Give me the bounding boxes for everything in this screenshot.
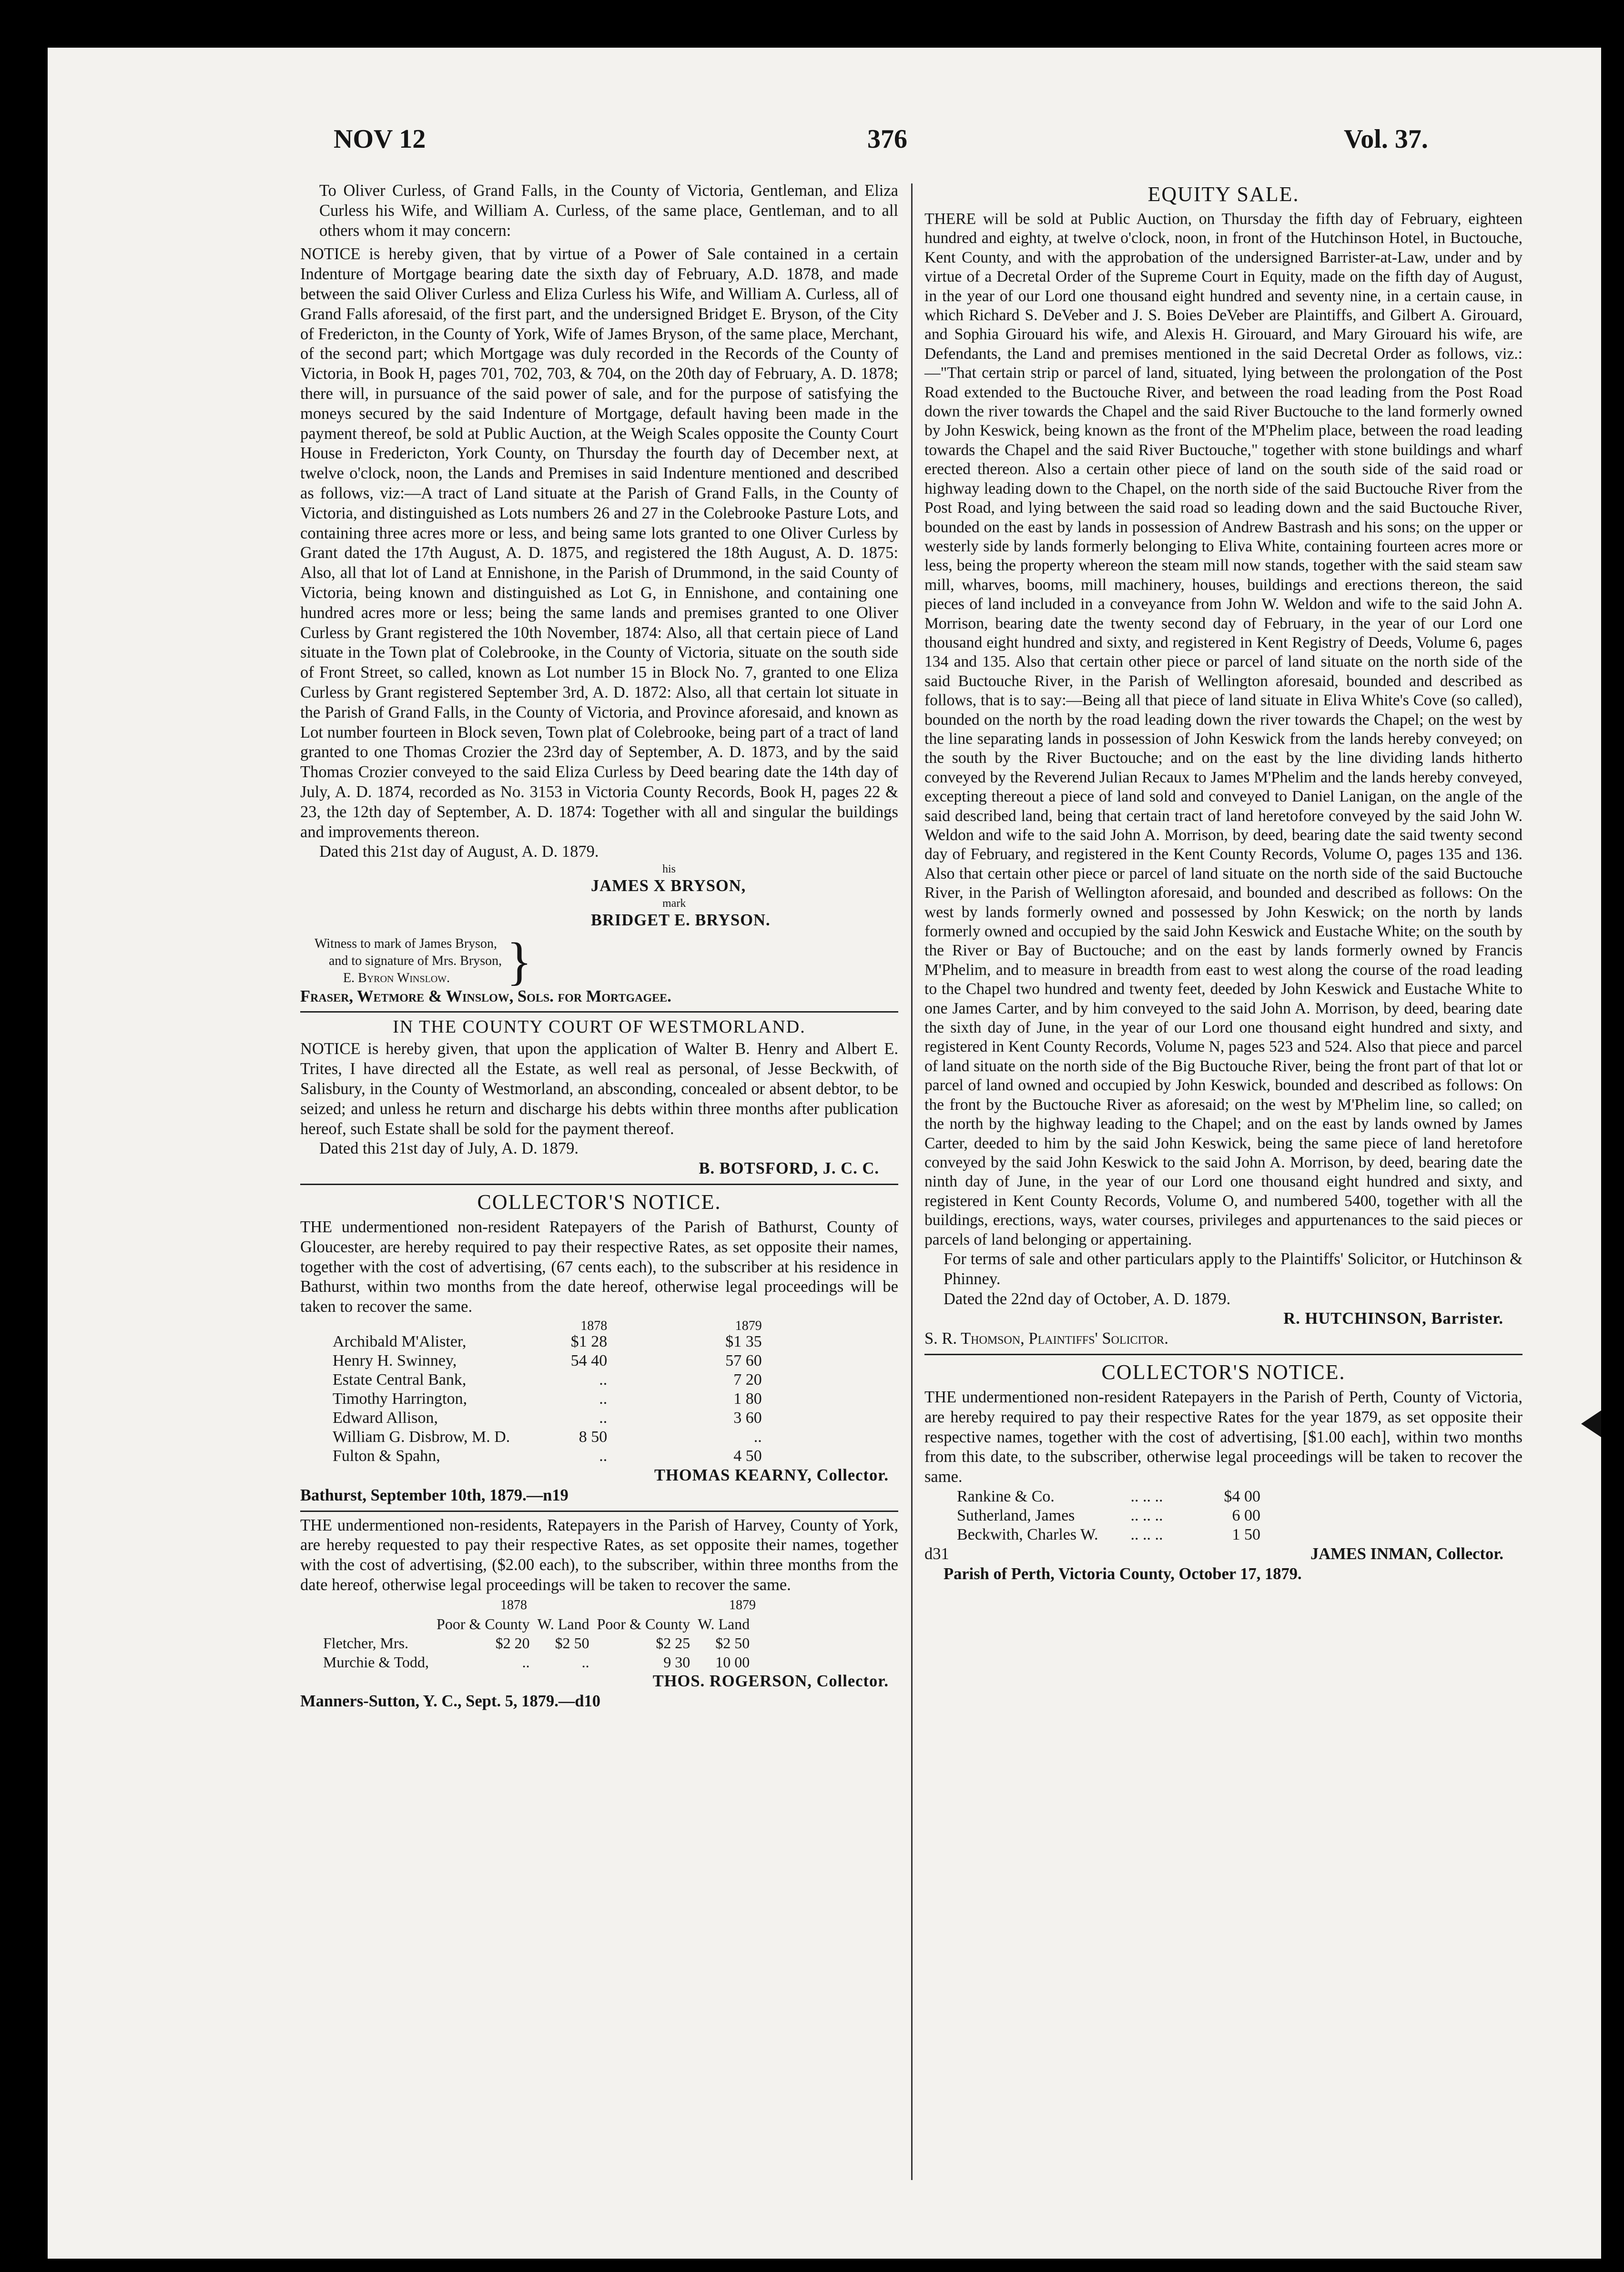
- collector-notice-bathurst: [300, 1189, 898, 1506]
- table-cell-y1878: ..: [599, 1371, 608, 1389]
- header-poor-county-1: Poor & County: [436, 1615, 530, 1633]
- county-court-notice: [300, 1016, 898, 1179]
- table-cell-b: $2 50: [555, 1634, 589, 1652]
- mortgage-sale-notice: [300, 181, 898, 1006]
- section-divider: [300, 1511, 898, 1512]
- table-cell-name: Rankine & Co.: [957, 1487, 1055, 1505]
- harvey-signer: THOS. ROGERSON, Collector.: [652, 1672, 889, 1690]
- table-cell-y1879: ..: [753, 1428, 762, 1446]
- signer-james-bryson: JAMES X BRYSON,: [591, 877, 746, 895]
- col-1879: 1879: [735, 1319, 762, 1334]
- table-row: [953, 1506, 1264, 1525]
- table-cell-y1879: $1 35: [725, 1333, 762, 1351]
- table-cell-y1879: 1 80: [733, 1390, 762, 1408]
- table-cell-a: $2 20: [495, 1634, 530, 1652]
- harvey-year-1879: 1879: [729, 1597, 756, 1613]
- right-column: [924, 181, 1522, 1584]
- table-cell-c: $2 25: [656, 1634, 690, 1652]
- header-wland-1: W. Land: [537, 1615, 589, 1633]
- table-cell-name: Henry H. Swinney,: [333, 1352, 457, 1370]
- table-cell-b: ..: [581, 1653, 589, 1671]
- equity-body: THERE will be sold at Public Auction, on Thursday the fifth day of February, eighteen hundred and eighty, at twelve o'clock, noon, in front of the Hutchinson Hotel, in Buctouche, Kent County, and with the approbation of the undersigned Barrister-at-Law, under and by virtue of a Decretal Order of the Supreme Court in Equity, made on the fifth day of August, in the year of our Lord one thousand eight hundred and seventy nine, in a certain cause, in which Richard S. DeVeber and J. S. Boies DeVeber are Plaintiffs, and Gilbert A. Girouard, and Sophia Girouard his wife, and Alexis H. Girouard, and Mary Girouard his wife, are Defendants, the Land and premises mentioned in the said Decretal Order as follows, viz.:—"That certain strip or parcel of land, situated, lying between the prolongation of the Post Road extended to the Buctouche River, and between the road leading from the Post Road down the river towards the Chapel and the said River Buctouche to the land formerly owned by John Keswick, being known as the front of the M'Phelim place, between the road leading towards the Chapel and the said River Buctouche," together with stone buildings and wharf erected thereon. Also a certain other piece of land on the south side of the said road or highway leading down to the Chapel, on the north side of the said Buctouche River from the Post Road, and lying between the said road so leading down and the said Buctouche River, bounded on the east by lands in possession of Andrew Bastrash and his sons; on the upper or westerly side by lands formerly belonging to Eliva White, containing fourteen acres more or less, being the property whereon the steam mill now stands, together with the said steam saw mill, wharves, booms, mill machinery, houses, buildings and erections thereon, the said pieces of land included in a conveyance from John W. Weldon and wife to the said John A. Morrison, bearing date the twenty second day of February, in the year of our Lord one thousand eight hundred and sixty, and registered in Kent Registry of Deeds, Volume 6, pages 134 and 135. Also that certain other piece or parcel of land situate on the north side of the said Buctouche River, in the Parish of Wellington aforesaid, bounded and described as follows, that is to say:—Being all that piece of land situate in Eliva White's Cove (so called), bounded on the north by the road leading down the river towards the Chapel; on the west by the line separating lands in possession of John Keswick from the lands hereby conveyed; on the south by the River Buctouche; and on the east by the line dividing lands hitherto conveyed by the Reverend Julian Recaux to James M'Phelim and the lands hereby conveyed, excepting thereout a piece of land sold and conveyed to Daniel Lanigan, on the angle of the said described land, being that certain tract of land heretofore conveyed by the said John W. Weldon and wife to the said John A. Morrison, by deed, bearing date the said twenty second day of February, and registered in the Kent County Records, Volume O, pages 135 and 136. Also that certain other piece or parcel of land situate on the north side of the said Buctouche River, in the Parish of Wellington aforesaid, and bounded and described as follows: On the west by lands formerly owned and possessed by John Keswick; on the north by lands formerly owned and occupied by the said John Keswick and Eustache White; on the south by the River or Bay of Buctouche; and on the east by lands formerly owned by Francis M'Phelim, and to measure in breadth from east to west along the course of the road leading to the Chapel two hundred and twenty feet, deeded by John Keswick and Eustache White to one James Carter, and by him conveyed to the said John A. Morrison, by deed, bearing date the sixth day of June, in the year of our Lord one thousand eight hundred and sixty, and registered in Kent County Records, Volume N, pages 523 and 524. Also that piece and parcel of land situate on the north side of the Big Buctouche River, being the front part of that lot or parcel of land owned and occupied by John Keswick, bounded and described as follows: On the front by the Buctouche River as aforesaid; on the west by M'Phelim line, so called; on the north by the highway leading to the Chapel; and on the east by lands owned by James Carter, deeded to him by the said John Keswick, being the same piece of land heretofore conveyed by the said John Keswick to the said John A. Morrison, by deed, bearing date the ninth day of June, in the year of our Lord one thousand eight hundred and sixty, and registered in Kent County Records, Volume O, and numbered 5400, together with all the buildings, erections, ways, water courses, privileges and appurtenances to the said pieces or parcels of land belonging or appertaining.: [924, 210, 1522, 1248]
- notice-body: NOTICE is hereby given, that by virtue of a Power of Sale contained in a certain Indenture of Mortgage bearing date the sixth day of February, A.D. 1878, and made between the said Oliver Curless and Eliza Curless his Wife, and William A. Curless, all of Grand Falls aforesaid, of the first part, and the undersigned Bridget E. Bryson, of the City of Fredericton, in the County of York, Wife of James Bryson, of the same place, Merchant, of the second part; which Mortgage was duly recorded in the Records of the County of Victoria, in Book H, pages 701, 702, 703, & 704, on the 20th day of February, A. D. 1878; there will, in pursuance of the said power of sale, and for the purpose of satisfying the moneys secured by the said Indenture of Mortgage, default having been made in the payment thereof, be sold at Public Auction, at the Weigh Scales opposite the County Court House in Fredericton, York County, on Thursday the fourth day of December next, at twelve o'clock, noon, the Lands and Premises in said Indenture mentioned and described as follows, viz:—A tract of Land situate at the Parish of Grand Falls, in the County of Victoria, and distinguished as Lots numbers 26 and 27 in the Colebrooke Pasture Lots, and containing three acres more or less, and being same lots granted to one Oliver Curless by Grant dated the 17th August, A. D. 1875, and registered the 18th August, A. D. 1875: Also, all that lot of Land at Ennishone, in the Parish of Drummond, in the said County of Victoria, being known and distinguished as Lot G, in Ennishone, and containing one hundred acres more or less; being the same lands and premises granted to one Oliver Curless by Grant registered the 10th November, 1874: Also, all that certain piece of Land situate in the Town plat of Colebrooke, in the County of Victoria, situate on the south side of Front Street, so called, known as Lot number 15 in Block No. 7, granted to one Eliza Curless by Grant registered September 3rd, A. D. 1872: Also, all that certain lot situate in the Parish of Grand Falls, in the County of Victoria, and Province aforesaid, and known as Lot number fourteen in Block seven, Town plat of Colebrooke, being part of a tract of land granted to one Thomas Crozier the 23rd day of September, A. D. 1873, and by the said Thomas Crozier conveyed to the said Eliza Curless by Deed bearing date the 14th day of July, A. D. 1874, recorded as No. 3153 in Victoria County Records, Book H, pages 22 & 23, the 12th day of September, A. D. 1874: Together with all and singular the buildings and improvements thereon.: [300, 245, 898, 841]
- table-cell-y1879: 57 60: [725, 1352, 762, 1370]
- table-header-row: [329, 1320, 766, 1332]
- perth-sign-row: [924, 1544, 1522, 1564]
- table-cell-name: Fulton & Spahn,: [333, 1447, 440, 1465]
- page-header: [48, 124, 1601, 167]
- county-court-signer: B. BOTSFORD, J. C. C.: [699, 1159, 879, 1178]
- table-row: [329, 1351, 766, 1370]
- table-cell-name: Edward Allison,: [333, 1409, 438, 1427]
- header-poor-county-2: Poor & County: [597, 1615, 690, 1633]
- solicitors-line: Fraser, Wetmore & Winslow, Sols. for Mortgagee.: [300, 987, 671, 1005]
- notice-dated: Dated this 21st day of August, A. D. 1879.: [319, 842, 599, 861]
- equity-sale-notice: [924, 181, 1522, 1349]
- harvey-rates-table: [319, 1614, 753, 1672]
- harvey-place: Manners-Sutton, Y. C., Sept. 5, 1879.—d10: [300, 1692, 601, 1710]
- table-row: [319, 1653, 753, 1672]
- section-divider: [300, 1184, 898, 1185]
- perth-title: COLLECTOR'S NOTICE.: [1101, 1360, 1346, 1384]
- table-cell-amount: $4 00: [1224, 1487, 1261, 1505]
- table-cell-name: Archibald M'Alister,: [333, 1333, 467, 1351]
- table-cell-dots: .. .. ..: [1130, 1525, 1163, 1543]
- equity-terms: For terms of sale and other particulars apply to the Plaintiffs' Solicitor, or Hutchinson & Phinney.: [944, 1249, 1522, 1288]
- column-divider: [911, 183, 913, 2180]
- rates-table: [329, 1320, 766, 1466]
- margin-arrow-icon: [1581, 1410, 1601, 1437]
- table-cell-name: Sutherland, James: [957, 1506, 1075, 1524]
- table-header-row: [319, 1614, 753, 1633]
- table-row: [953, 1487, 1264, 1506]
- witness-block: [300, 932, 898, 990]
- notice-address: To Oliver Curless, of Grand Falls, in the County of Victoria, Gentleman, and Eliza Curless his Wife, and William A. Curless, of the same place, Gentleman, and to all others whom it may concern:: [319, 182, 898, 240]
- table-cell-y1878: 8 50: [579, 1428, 608, 1446]
- his-label: his: [662, 863, 676, 876]
- page-number: 376: [867, 124, 907, 154]
- collector-signer: THOMAS KEARNY, Collector.: [654, 1466, 889, 1485]
- table-cell-y1878: ..: [599, 1447, 608, 1465]
- harvey-body: THE undermentioned non-residents, Ratepayers in the Parish of Harvey, County of York, are hereby requested to pay their respective Rates, as set opposite their names, together with the cost of advertising, ($2.00 each), to the subscriber, within three months from the date hereof, otherwise legal proceedings will be taken to recover the same.: [300, 1516, 898, 1594]
- county-court-dated: Dated this 21st day of July, A. D. 1879.: [319, 1139, 579, 1158]
- table-cell-y1879: 4 50: [733, 1447, 762, 1465]
- table-row: [953, 1525, 1264, 1544]
- table-row: [319, 1633, 753, 1653]
- table-cell-name: William G. Disbrow, M. D.: [333, 1428, 510, 1446]
- table-cell-y1879: 7 20: [733, 1371, 762, 1389]
- table-cell-y1878: $1 28: [570, 1333, 608, 1351]
- harvey-year-row: [300, 1595, 898, 1614]
- equity-signer: R. HUTCHINSON, Barrister.: [1283, 1309, 1503, 1328]
- equity-title: EQUITY SALE.: [1147, 183, 1299, 206]
- left-column: [300, 181, 898, 1711]
- mark-label: mark: [662, 897, 686, 910]
- collector-place: Bathurst, September 10th, 1879.—n19: [300, 1486, 568, 1504]
- issue-date: NOV 12: [334, 124, 426, 154]
- table-row: [329, 1447, 766, 1466]
- collector-notice-perth: [924, 1359, 1522, 1584]
- perth-signer: JAMES INMAN, Collector.: [1310, 1544, 1503, 1563]
- table-cell-y1879: 3 60: [733, 1409, 762, 1427]
- table-cell-name: Estate Central Bank,: [333, 1371, 467, 1389]
- perth-body: THE undermentioned non-resident Ratepayers in the Parish of Perth, County of Victoria, are hereby required to pay their respective Rates for the year 1879, as set opposite their respective names, together with the cost of advertising, [$1.00 each], within two months from this date, to the subscriber, otherwise legal proceedings will be taken to recover the same.: [924, 1388, 1522, 1486]
- harvey-year-1878: 1878: [500, 1597, 527, 1613]
- table-cell-amount: 1 50: [1232, 1525, 1261, 1543]
- collector-title: COLLECTOR'S NOTICE.: [477, 1190, 721, 1214]
- section-divider: [924, 1354, 1522, 1355]
- table-cell-d: 10 00: [715, 1653, 750, 1671]
- section-divider: [300, 1011, 898, 1013]
- equity-dated: Dated the 22nd day of October, A. D. 1879.: [944, 1289, 1231, 1308]
- table-cell-name: Beckwith, Charles W.: [957, 1525, 1098, 1543]
- table-cell-name: Timothy Harrington,: [333, 1390, 467, 1408]
- table-cell-name: Murchie & Todd,: [323, 1653, 429, 1671]
- county-court-body: NOTICE is hereby given, that upon the application of Walter B. Henry and Albert E. Trites, I have directed all the Estate, as well real as personal, of Jesse Beckwith, of Salisbury, in the County of Westmorland, an absconding, concealed or absent debtor, to be seized; and unless he return and discharge his debts within three months after publication hereof, such Estate shall be sold for the payment thereof.: [300, 1040, 898, 1138]
- table-cell-amount: 6 00: [1232, 1506, 1261, 1524]
- witness-line-1: Witness to mark of James Bryson,: [315, 936, 497, 951]
- gazette-page: [48, 48, 1601, 2259]
- table-row: [329, 1332, 766, 1351]
- perth-rates-table: [953, 1487, 1264, 1544]
- volume-number: Vol. 37.: [1344, 124, 1428, 154]
- brace-glyph: }: [507, 932, 532, 990]
- table-cell-d: $2 50: [715, 1634, 750, 1652]
- table-cell-y1878: ..: [599, 1390, 608, 1408]
- perth-place: Parish of Perth, Victoria County, October 17, 1879.: [944, 1564, 1302, 1583]
- collector-body: THE undermentioned non-resident Ratepayers of the Parish of Bathurst, County of Gloucester, are hereby required to pay their respective Rates, as set opposite their names, together with the cost of advertising, (67 cents each), to the subscriber at his residence in Bathurst, within two months from the date hereof, otherwise legal proceedings will be taken to recover the same.: [300, 1218, 898, 1316]
- table-cell-a: ..: [522, 1653, 530, 1671]
- table-row: [329, 1428, 766, 1447]
- perth-code: d31: [924, 1544, 949, 1563]
- witness-line-2: and to signature of Mrs. Bryson,: [329, 953, 502, 968]
- table-cell-dots: .. .. ..: [1130, 1506, 1163, 1524]
- equity-solicitor: S. R. Thomson, Plaintiffs' Solicitor.: [924, 1329, 1168, 1348]
- table-cell-y1878: ..: [599, 1409, 608, 1427]
- table-cell-y1878: 54 40: [570, 1352, 608, 1370]
- table-cell-c: 9 30: [663, 1653, 690, 1671]
- table-row: [329, 1409, 766, 1428]
- witness-line-3: E. Byron Winslow.: [343, 970, 450, 985]
- signer-bridget-bryson: BRIDGET E. BRYSON.: [591, 911, 771, 929]
- collector-notice-harvey: [300, 1516, 898, 1712]
- county-court-title: IN THE COUNTY COURT OF WESTMORLAND.: [393, 1017, 806, 1037]
- header-wland-2: W. Land: [698, 1615, 750, 1633]
- table-row: [329, 1390, 766, 1409]
- table-cell-dots: .. .. ..: [1130, 1487, 1163, 1505]
- table-row: [329, 1370, 766, 1390]
- table-cell-name: Fletcher, Mrs.: [323, 1634, 409, 1652]
- col-1878: 1878: [580, 1319, 608, 1334]
